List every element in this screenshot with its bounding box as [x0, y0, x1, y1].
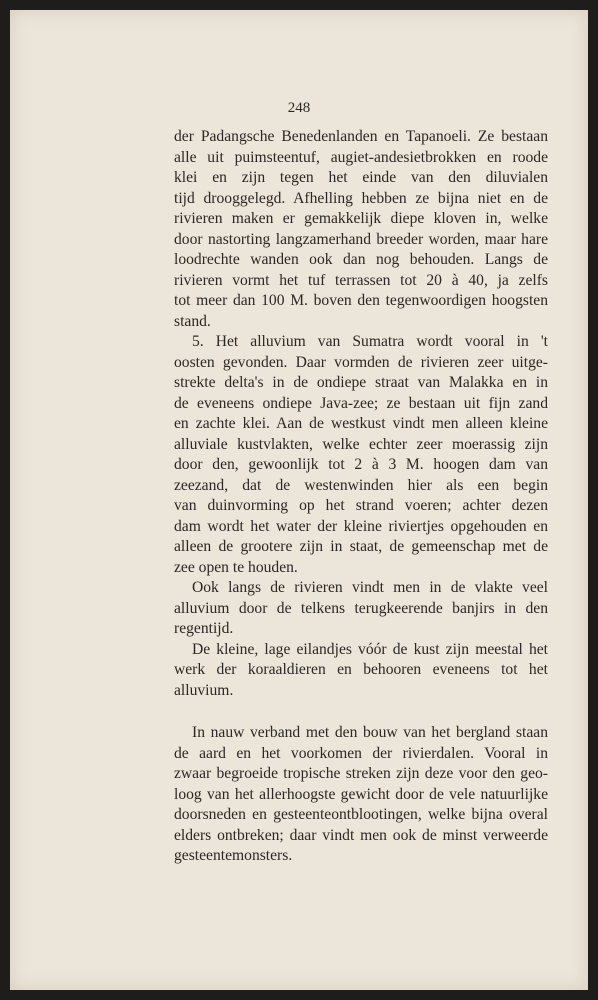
text-line: de eveneens ondiepe Java-zee; ze bestaan uit fijn zand [174, 394, 548, 412]
text-line: alluvium door de telkens terugkeerende banjirs in den [174, 599, 548, 617]
text-line: regentijd. [174, 620, 234, 637]
text-line: alluviale kustvlakten, welke echter zeer moerassig zijn [174, 435, 548, 453]
text-line: dam wordt het water der kleine riviertjes opgehouden en [174, 517, 548, 535]
text-line: zeezand, dat de westenwinden hier als een begin [174, 476, 548, 494]
text-line: 5. Het alluvium van Sumatra wordt vooral in 't [192, 333, 548, 350]
paragraph [174, 578, 548, 640]
text-line: tot meer dan 100 M. boven den tegenwoordigen hoogsten [174, 292, 548, 309]
text-line: werk der koraaldieren en behooren eveneens tot het [174, 661, 548, 678]
text-line: rivieren maken er gemakkelijk diepe kloven in, welke [174, 210, 548, 227]
text-line: alleen de grootere zijn in staat, de gemeenschap met de [174, 538, 548, 555]
text-line: In nauw verband met den bouw van het bergland staan [192, 724, 548, 741]
section-gap [174, 701, 548, 723]
paragraph [174, 332, 548, 578]
text-line: oosten gevonden. Daar vormden de rivieren zeer uitge- [174, 353, 548, 371]
text-line: door nastorting langzamerhand breeder worden, maar hare [174, 230, 548, 248]
text-line: de aard en het voorkomen der rivierdalen. Vooral in [174, 744, 548, 762]
text-line: rivieren vormt het tuf terrassen tot 20 à 40, ja zelfs [174, 271, 548, 289]
text-line: stand. [174, 312, 211, 330]
text-line: zwaar begroeide tropische streken zijn deze voor den geo- [174, 765, 548, 782]
text-line: van duinvorming op het strand voeren; achter dezen [174, 497, 548, 514]
text-line: alle uit puimsteentuf, augiet-andesietbrokken en roode [174, 148, 548, 166]
paragraph [174, 723, 548, 867]
text-line: door den, gewoonlijk tot 2 à 3 M. hoogen dam van [174, 456, 548, 473]
paragraph [174, 127, 548, 332]
paragraph [174, 640, 548, 702]
text-line: doorsneden en gesteenteontblootingen, welke bijna overal [174, 806, 548, 823]
text-line: der Padangsche Benedenlanden en Tapanoeli. Ze bestaan [174, 128, 548, 145]
text-line: en zachte klei. Aan de westkust vindt men alleen kleine [174, 415, 548, 432]
book-page [10, 10, 588, 990]
text-line: zee open te houden. [174, 558, 298, 576]
text-line: alluvium. [174, 681, 234, 699]
body-text [174, 127, 548, 867]
text-line: elders ontbreken; daar vindt men ook de minst verweerde [174, 826, 548, 844]
text-line: klei en zijn tegen het einde van den diluvialen [174, 169, 548, 186]
text-line: De kleine, lage eilandjes vóór de kust zijn meestal het [192, 640, 548, 658]
text-line: loodrechte wanden ook dan nog behouden. Langs de [174, 251, 548, 268]
text-line: loog van het allerhoogste gewicht door de vele natuurlijke [174, 785, 548, 803]
text-line: gesteentemonsters. [174, 847, 293, 864]
text-line: Ook langs de rivieren vindt men in de vlakte veel [192, 579, 548, 596]
text-line: tijd drooggelegd. Afhelling hebben ze bijna niet en de [174, 189, 548, 207]
text-line: strekte delta's in de ondiepe straat van Malakka en in [174, 374, 548, 391]
page-number: 248 [287, 100, 311, 116]
